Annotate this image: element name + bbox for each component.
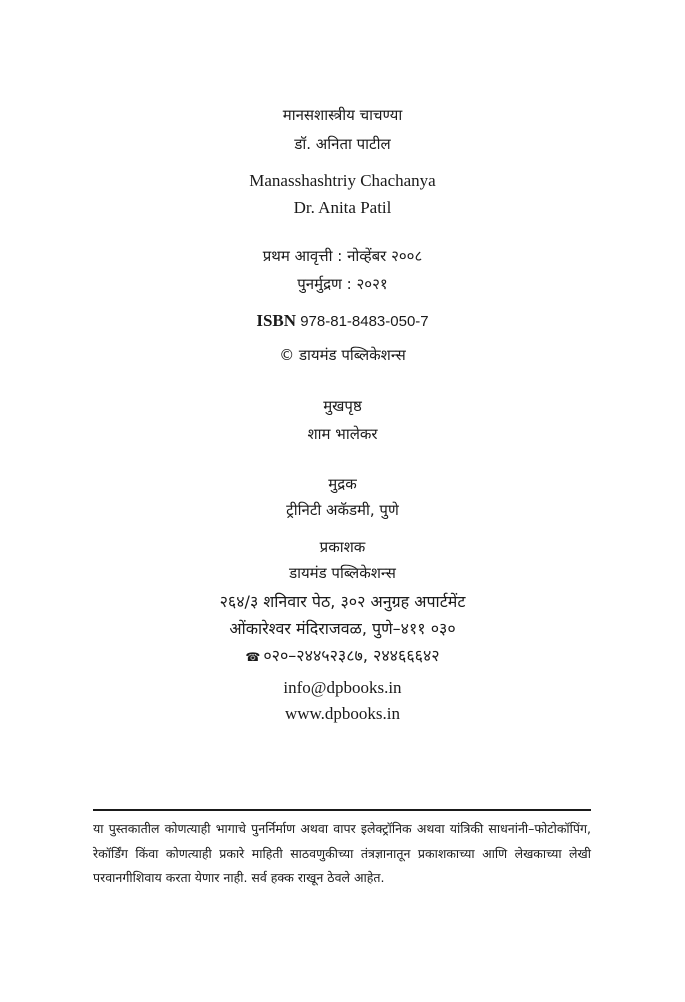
publisher-label: प्रकाशक bbox=[319, 538, 366, 556]
book-title-marathi: मानसशास्त्रीय चाचण्या bbox=[282, 106, 403, 124]
first-edition: प्रथम आवृत्ती : नोव्हेंबर २००८ bbox=[262, 247, 423, 265]
isbn-line bbox=[0, 311, 685, 331]
cover-label: मुखपृष्ठ bbox=[323, 397, 362, 415]
publisher-website[interactable]: www.dpbooks.in bbox=[284, 704, 401, 723]
phone-icon: ☎ bbox=[245, 650, 261, 664]
publisher-address-line2: ओंकारेश्वर मंदिराजवळ, पुणे–४११ ०३० bbox=[229, 619, 456, 638]
isbn-number: 978-81-8483-050-7 bbox=[300, 313, 429, 330]
printer-label: मुद्रक bbox=[328, 475, 357, 493]
publisher-phone-line bbox=[0, 644, 685, 666]
rights-disclaimer: या पुस्तकातील कोणत्याही भागाचे पुनर्निर्माण अथवा वापर इलेक्ट्रॉनिक अथवा यांत्रिकी साधनांनी–फोटोकॉपिंग, रेकॉर्डिंग किंवा कोणत्याही प्रकारे माहिती साठवणुकीच्या तंत्रज्ञानातून प्रकाशकाच्या आणि लेखकाच्या लेखी परवानगीशिवाय करता येणार नाही. सर्व हक्क राखून ठेवले आहेत. bbox=[93, 821, 591, 885]
author-english: Dr. Anita Patil bbox=[293, 198, 392, 217]
publisher-phone: ०२०–२४४५२३८७, २४४६६६४२ bbox=[263, 646, 440, 665]
publisher-name: डायमंड पब्लिकेशन्स bbox=[289, 564, 396, 582]
author-marathi: डॉ. अनिता पाटील bbox=[294, 135, 391, 153]
cover-designer: शाम भालेकर bbox=[307, 425, 378, 443]
printer-name: ट्रीनिटी अकॅडमी, पुणे bbox=[286, 501, 399, 519]
reprint-year: पुनर्मुद्रण : २०२१ bbox=[297, 275, 388, 293]
book-title-english: Manasshashtriy Chachanya bbox=[249, 171, 436, 190]
publisher-email[interactable]: info@dpbooks.in bbox=[283, 678, 402, 697]
isbn-label: ISBN bbox=[256, 311, 297, 330]
copyright-notice: © डायमंड पब्लिकेशन्स bbox=[279, 346, 406, 364]
disclaimer-divider bbox=[93, 809, 591, 811]
publisher-address-line1: २६४/३ शनिवार पेठ, ३०२ अनुग्रह अपार्टमेंट bbox=[219, 592, 466, 611]
